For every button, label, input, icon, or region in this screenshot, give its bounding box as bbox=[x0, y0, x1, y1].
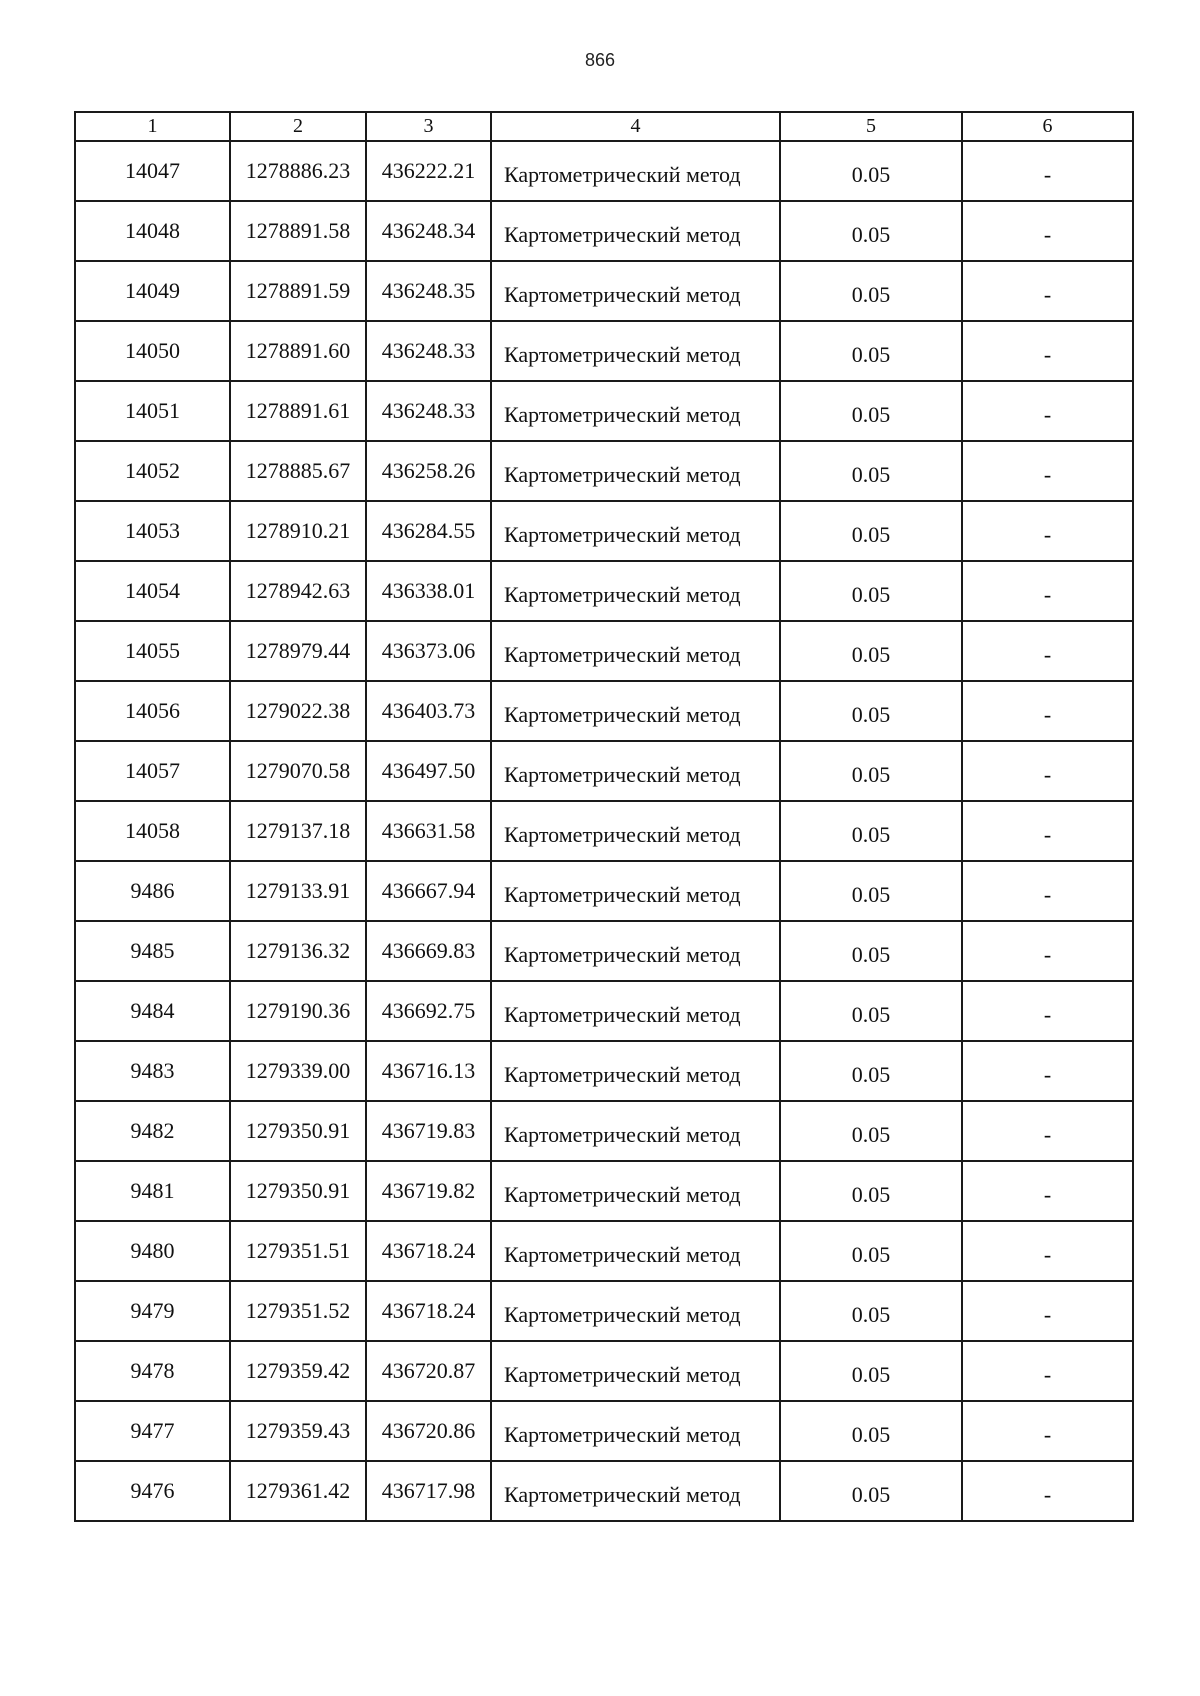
y-coordinate-cell: 436497.50 bbox=[366, 741, 491, 801]
x-coordinate-cell: 1279351.51 bbox=[230, 1221, 366, 1281]
table-body bbox=[75, 141, 1133, 1521]
x-coordinate-cell: 1278942.63 bbox=[230, 561, 366, 621]
x-coordinate-cell: 1279137.18 bbox=[230, 801, 366, 861]
accuracy-cell: 0.05 bbox=[780, 1341, 962, 1401]
point-number-cell: 14054 bbox=[75, 561, 230, 621]
table-row bbox=[75, 381, 1133, 441]
x-coordinate-cell: 1278979.44 bbox=[230, 621, 366, 681]
table-row bbox=[75, 1281, 1133, 1341]
y-coordinate-cell: 436284.55 bbox=[366, 501, 491, 561]
x-coordinate-cell: 1279351.52 bbox=[230, 1281, 366, 1341]
accuracy-cell: 0.05 bbox=[780, 141, 962, 201]
table-row bbox=[75, 201, 1133, 261]
table-row bbox=[75, 141, 1133, 201]
x-coordinate-cell: 1279359.43 bbox=[230, 1401, 366, 1461]
method-cell: Картометрический метод bbox=[491, 981, 780, 1041]
accuracy-cell: 0.05 bbox=[780, 1401, 962, 1461]
point-number-cell: 9479 bbox=[75, 1281, 230, 1341]
method-cell: Картометрический метод bbox=[491, 621, 780, 681]
note-cell: - bbox=[962, 861, 1133, 921]
accuracy-cell: 0.05 bbox=[780, 1101, 962, 1161]
accuracy-cell: 0.05 bbox=[780, 861, 962, 921]
table-row bbox=[75, 321, 1133, 381]
header-row bbox=[75, 112, 1133, 141]
note-cell: - bbox=[962, 681, 1133, 741]
point-number-cell: 9483 bbox=[75, 1041, 230, 1101]
point-number-cell: 9485 bbox=[75, 921, 230, 981]
point-number-cell: 9480 bbox=[75, 1221, 230, 1281]
point-number-cell: 14049 bbox=[75, 261, 230, 321]
table-row bbox=[75, 981, 1133, 1041]
accuracy-cell: 0.05 bbox=[780, 381, 962, 441]
table-row bbox=[75, 741, 1133, 801]
point-number-cell: 9481 bbox=[75, 1161, 230, 1221]
table-header bbox=[75, 112, 1133, 141]
table-row bbox=[75, 501, 1133, 561]
accuracy-cell: 0.05 bbox=[780, 981, 962, 1041]
y-coordinate-cell: 436338.01 bbox=[366, 561, 491, 621]
accuracy-cell: 0.05 bbox=[780, 501, 962, 561]
method-cell: Картометрический метод bbox=[491, 501, 780, 561]
point-number-cell: 14048 bbox=[75, 201, 230, 261]
point-number-cell: 14047 bbox=[75, 141, 230, 201]
x-coordinate-cell: 1279136.32 bbox=[230, 921, 366, 981]
method-cell: Картометрический метод bbox=[491, 321, 780, 381]
point-number-cell: 9476 bbox=[75, 1461, 230, 1521]
x-coordinate-cell: 1279070.58 bbox=[230, 741, 366, 801]
method-cell: Картометрический метод bbox=[491, 261, 780, 321]
y-coordinate-cell: 436248.34 bbox=[366, 201, 491, 261]
column-header: 5 bbox=[780, 112, 962, 141]
y-coordinate-cell: 436248.35 bbox=[366, 261, 491, 321]
y-coordinate-cell: 436222.21 bbox=[366, 141, 491, 201]
x-coordinate-cell: 1279350.91 bbox=[230, 1101, 366, 1161]
y-coordinate-cell: 436718.24 bbox=[366, 1281, 491, 1341]
note-cell: - bbox=[962, 1161, 1133, 1221]
note-cell: - bbox=[962, 141, 1133, 201]
point-number-cell: 14051 bbox=[75, 381, 230, 441]
point-number-cell: 9486 bbox=[75, 861, 230, 921]
method-cell: Картометрический метод bbox=[491, 921, 780, 981]
note-cell: - bbox=[962, 1101, 1133, 1161]
x-coordinate-cell: 1278885.67 bbox=[230, 441, 366, 501]
point-number-cell: 9478 bbox=[75, 1341, 230, 1401]
method-cell: Картометрический метод bbox=[491, 201, 780, 261]
note-cell: - bbox=[962, 321, 1133, 381]
y-coordinate-cell: 436716.13 bbox=[366, 1041, 491, 1101]
x-coordinate-cell: 1279190.36 bbox=[230, 981, 366, 1041]
x-coordinate-cell: 1278910.21 bbox=[230, 501, 366, 561]
point-number-cell: 9482 bbox=[75, 1101, 230, 1161]
method-cell: Картометрический метод bbox=[491, 141, 780, 201]
point-number-cell: 14055 bbox=[75, 621, 230, 681]
method-cell: Картометрический метод bbox=[491, 1221, 780, 1281]
column-header: 2 bbox=[230, 112, 366, 141]
note-cell: - bbox=[962, 801, 1133, 861]
y-coordinate-cell: 436669.83 bbox=[366, 921, 491, 981]
y-coordinate-cell: 436717.98 bbox=[366, 1461, 491, 1521]
table-row bbox=[75, 681, 1133, 741]
table-row bbox=[75, 1041, 1133, 1101]
note-cell: - bbox=[962, 621, 1133, 681]
method-cell: Картометрический метод bbox=[491, 441, 780, 501]
accuracy-cell: 0.05 bbox=[780, 681, 962, 741]
x-coordinate-cell: 1279339.00 bbox=[230, 1041, 366, 1101]
method-cell: Картометрический метод bbox=[491, 801, 780, 861]
table-row bbox=[75, 441, 1133, 501]
table-row bbox=[75, 801, 1133, 861]
method-cell: Картометрический метод bbox=[491, 1401, 780, 1461]
table-row bbox=[75, 261, 1133, 321]
note-cell: - bbox=[962, 1221, 1133, 1281]
y-coordinate-cell: 436720.86 bbox=[366, 1401, 491, 1461]
y-coordinate-cell: 436719.82 bbox=[366, 1161, 491, 1221]
note-cell: - bbox=[962, 441, 1133, 501]
point-number-cell: 9484 bbox=[75, 981, 230, 1041]
y-coordinate-cell: 436692.75 bbox=[366, 981, 491, 1041]
method-cell: Картометрический метод bbox=[491, 1101, 780, 1161]
note-cell: - bbox=[962, 1401, 1133, 1461]
method-cell: Картометрический метод bbox=[491, 1041, 780, 1101]
x-coordinate-cell: 1279350.91 bbox=[230, 1161, 366, 1221]
column-header: 6 bbox=[962, 112, 1133, 141]
note-cell: - bbox=[962, 561, 1133, 621]
table-row bbox=[75, 1341, 1133, 1401]
y-coordinate-cell: 436248.33 bbox=[366, 381, 491, 441]
x-coordinate-cell: 1279022.38 bbox=[230, 681, 366, 741]
note-cell: - bbox=[962, 1461, 1133, 1521]
coordinates-table bbox=[74, 111, 1134, 1522]
y-coordinate-cell: 436258.26 bbox=[366, 441, 491, 501]
x-coordinate-cell: 1278891.58 bbox=[230, 201, 366, 261]
accuracy-cell: 0.05 bbox=[780, 1281, 962, 1341]
accuracy-cell: 0.05 bbox=[780, 801, 962, 861]
method-cell: Картометрический метод bbox=[491, 1281, 780, 1341]
accuracy-cell: 0.05 bbox=[780, 1161, 962, 1221]
note-cell: - bbox=[962, 1281, 1133, 1341]
accuracy-cell: 0.05 bbox=[780, 921, 962, 981]
note-cell: - bbox=[962, 1341, 1133, 1401]
method-cell: Картометрический метод bbox=[491, 561, 780, 621]
method-cell: Картометрический метод bbox=[491, 1461, 780, 1521]
y-coordinate-cell: 436248.33 bbox=[366, 321, 491, 381]
point-number-cell: 14056 bbox=[75, 681, 230, 741]
method-cell: Картометрический метод bbox=[491, 381, 780, 441]
accuracy-cell: 0.05 bbox=[780, 321, 962, 381]
table-row bbox=[75, 1221, 1133, 1281]
note-cell: - bbox=[962, 741, 1133, 801]
y-coordinate-cell: 436718.24 bbox=[366, 1221, 491, 1281]
point-number-cell: 14058 bbox=[75, 801, 230, 861]
point-number-cell: 14057 bbox=[75, 741, 230, 801]
accuracy-cell: 0.05 bbox=[780, 561, 962, 621]
x-coordinate-cell: 1278891.60 bbox=[230, 321, 366, 381]
table-row bbox=[75, 1401, 1133, 1461]
table-row bbox=[75, 621, 1133, 681]
column-header: 1 bbox=[75, 112, 230, 141]
point-number-cell: 14053 bbox=[75, 501, 230, 561]
column-header: 3 bbox=[366, 112, 491, 141]
accuracy-cell: 0.05 bbox=[780, 741, 962, 801]
y-coordinate-cell: 436631.58 bbox=[366, 801, 491, 861]
note-cell: - bbox=[962, 921, 1133, 981]
accuracy-cell: 0.05 bbox=[780, 621, 962, 681]
accuracy-cell: 0.05 bbox=[780, 1461, 962, 1521]
note-cell: - bbox=[962, 201, 1133, 261]
accuracy-cell: 0.05 bbox=[780, 261, 962, 321]
table-row bbox=[75, 1461, 1133, 1521]
point-number-cell: 14050 bbox=[75, 321, 230, 381]
table-row bbox=[75, 561, 1133, 621]
y-coordinate-cell: 436719.83 bbox=[366, 1101, 491, 1161]
accuracy-cell: 0.05 bbox=[780, 1041, 962, 1101]
accuracy-cell: 0.05 bbox=[780, 201, 962, 261]
method-cell: Картометрический метод bbox=[491, 861, 780, 921]
method-cell: Картометрический метод bbox=[491, 1341, 780, 1401]
x-coordinate-cell: 1278886.23 bbox=[230, 141, 366, 201]
table-row bbox=[75, 921, 1133, 981]
x-coordinate-cell: 1278891.61 bbox=[230, 381, 366, 441]
accuracy-cell: 0.05 bbox=[780, 1221, 962, 1281]
method-cell: Картометрический метод bbox=[491, 681, 780, 741]
x-coordinate-cell: 1279361.42 bbox=[230, 1461, 366, 1521]
accuracy-cell: 0.05 bbox=[780, 441, 962, 501]
y-coordinate-cell: 436667.94 bbox=[366, 861, 491, 921]
table-row bbox=[75, 1161, 1133, 1221]
table-row bbox=[75, 861, 1133, 921]
method-cell: Картометрический метод bbox=[491, 741, 780, 801]
x-coordinate-cell: 1279359.42 bbox=[230, 1341, 366, 1401]
point-number-cell: 9477 bbox=[75, 1401, 230, 1461]
note-cell: - bbox=[962, 381, 1133, 441]
note-cell: - bbox=[962, 981, 1133, 1041]
x-coordinate-cell: 1278891.59 bbox=[230, 261, 366, 321]
y-coordinate-cell: 436373.06 bbox=[366, 621, 491, 681]
note-cell: - bbox=[962, 261, 1133, 321]
x-coordinate-cell: 1279133.91 bbox=[230, 861, 366, 921]
page-number: 866 bbox=[584, 50, 616, 70]
y-coordinate-cell: 436403.73 bbox=[366, 681, 491, 741]
note-cell: - bbox=[962, 501, 1133, 561]
method-cell: Картометрический метод bbox=[491, 1161, 780, 1221]
y-coordinate-cell: 436720.87 bbox=[366, 1341, 491, 1401]
point-number-cell: 14052 bbox=[75, 441, 230, 501]
table-row bbox=[75, 1101, 1133, 1161]
note-cell: - bbox=[962, 1041, 1133, 1101]
column-header: 4 bbox=[491, 112, 780, 141]
